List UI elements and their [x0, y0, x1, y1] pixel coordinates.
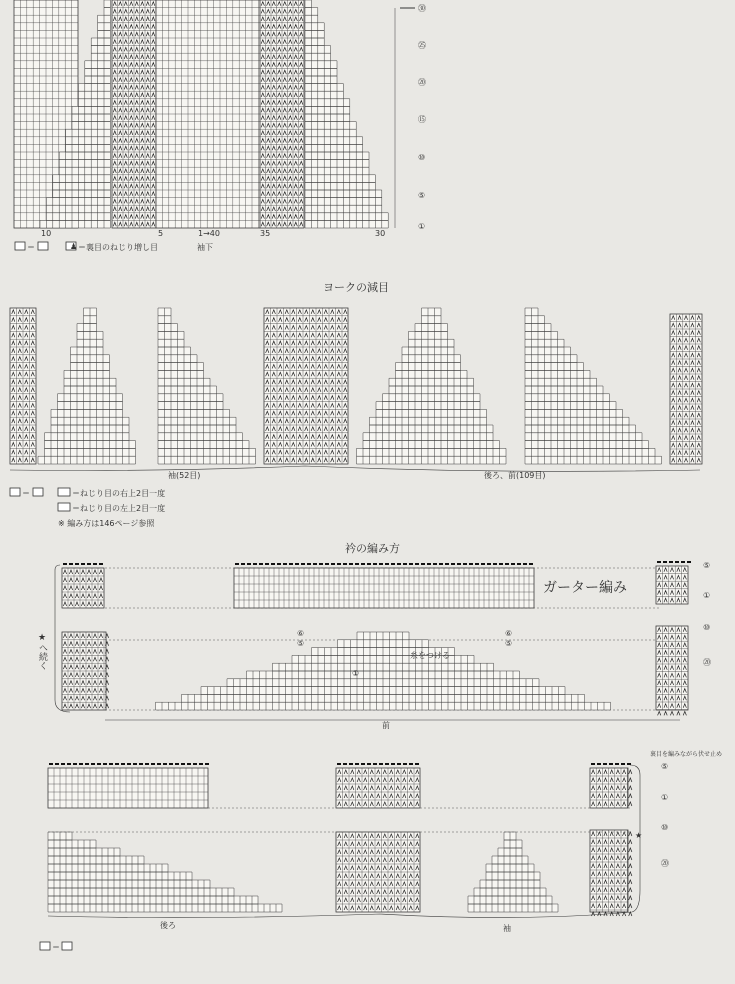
- legend-blank-eq: ＝: [27, 243, 35, 252]
- collar-front-rib-top: [62, 568, 104, 608]
- collar-back-rib-right-top: [590, 768, 632, 808]
- collar-mark-20: ⑳: [703, 658, 711, 667]
- collar-legend-eq: ＝: [52, 943, 60, 952]
- short-row-6-left: ⑥: [297, 629, 305, 638]
- collar-back-rib-right-bottom: [590, 830, 632, 916]
- yoke-body-tri-left: [357, 308, 507, 464]
- yoke-legend-left-dec: ＝ねじり目の左上2目一度: [72, 504, 166, 513]
- yoke-title: ヨークの減目: [323, 281, 389, 294]
- collar-back-rib-center-bottom: [336, 832, 420, 912]
- yoke-legend-right-dec: ＝ねじり目の右上2目一度: [72, 489, 166, 498]
- collar-mark-10b: ⑩: [661, 823, 669, 832]
- collar-mark-10: ⑩: [703, 623, 711, 632]
- yoke-rib-center: [264, 308, 348, 464]
- legend-increase-symbol: ♟: [70, 242, 78, 251]
- row-mark-20: ⑳: [418, 78, 426, 87]
- collar-front-rib-bottom: [62, 632, 109, 710]
- legend-blank-cell: [15, 242, 25, 250]
- sleeve-rib-left: [112, 0, 156, 228]
- yoke-rib-right: [670, 314, 702, 464]
- attach-yarn-label: 糸をつける: [410, 651, 450, 660]
- sleeve-bottom-title: 袖下: [197, 243, 213, 252]
- collar-title: 衿の編み方: [345, 542, 400, 555]
- yoke-legend-eq: ＝: [22, 489, 30, 498]
- sleeve-rib-right: [260, 0, 304, 228]
- sleeve-chart: [14, 0, 395, 228]
- tick-30: 30: [375, 229, 386, 238]
- yoke-legend-blank: [10, 488, 20, 496]
- collar-back-label: 後ろ: [160, 921, 176, 930]
- tick-35: 35: [260, 229, 271, 238]
- row-mark-15: ⑮: [418, 115, 426, 124]
- short-row-1: ①: [352, 669, 360, 678]
- collar-mark-1b: ①: [661, 793, 669, 802]
- yoke-sleeve-label: 袖(52目): [168, 471, 201, 480]
- collar-front-label: 前: [382, 721, 390, 730]
- collar-back-shaping: [48, 832, 282, 912]
- yoke-legend-left-dec-cell: [58, 503, 70, 511]
- collar-front-shaping: [156, 632, 611, 710]
- tick-5: 5: [158, 229, 164, 238]
- collar-right-rib-bottom: [656, 626, 688, 715]
- sleeve-right-shaping: [305, 0, 388, 228]
- collar-right-rib-top: [656, 566, 688, 604]
- tick-1-40: 1→40: [198, 229, 220, 238]
- collar-sleeve-label: 袖: [503, 924, 511, 933]
- row-mark-10: ⑩: [418, 153, 426, 162]
- short-row-5-left: ⑤: [297, 639, 305, 648]
- row-mark-1: ①: [418, 222, 426, 231]
- short-row-6-right: ⑥: [505, 629, 513, 638]
- short-row-5-right: ⑤: [505, 639, 513, 648]
- collar-mark-5b: ⑤: [661, 762, 669, 771]
- yoke-rib-left: [10, 308, 36, 464]
- collar-mark-20b: ⑳: [661, 859, 669, 868]
- star-mark: ★: [635, 831, 643, 840]
- collar-mark-5: ⑤: [703, 561, 711, 570]
- yoke-legend-purl: [33, 488, 43, 496]
- yoke-note: ※ 編み方は146ページ参照: [58, 519, 155, 528]
- yoke-sleeve-tri-left: [38, 308, 136, 464]
- legend-purl-cell: [38, 242, 48, 250]
- yoke-sleeve-tri-right: [158, 308, 256, 464]
- row-mark-25: ㉕: [418, 41, 426, 50]
- collar-chart: [48, 562, 691, 918]
- yoke-legend-right-dec-cell: [58, 488, 70, 496]
- sleeve-center-grid: [156, 0, 260, 228]
- garter-label: ガーター編み: [543, 580, 627, 596]
- collar-back-rib-center-top: [336, 768, 420, 808]
- collar-legend-purl: [62, 942, 72, 950]
- legend-increase-text: ＝裏目のねじり増し目: [78, 243, 158, 252]
- row-mark-30: ㉚: [418, 4, 426, 13]
- continue-label: ★へ続く: [37, 633, 47, 670]
- tick-10: 10: [41, 229, 52, 238]
- row-mark-5: ⑤: [418, 191, 426, 200]
- yoke-chart: [10, 308, 702, 471]
- collar-mark-1: ①: [703, 591, 711, 600]
- collar-sleeve-tri: [468, 832, 558, 912]
- collar-back-rib-top: [48, 768, 208, 808]
- yoke-body-label: 後ろ、前(109目): [484, 471, 546, 480]
- collar-legend-blank: [40, 942, 50, 950]
- yoke-body-tri-right: [525, 308, 662, 464]
- bind-off-note: 裏目を編みながら伏せ止め: [650, 751, 723, 758]
- garter-block: [234, 568, 534, 608]
